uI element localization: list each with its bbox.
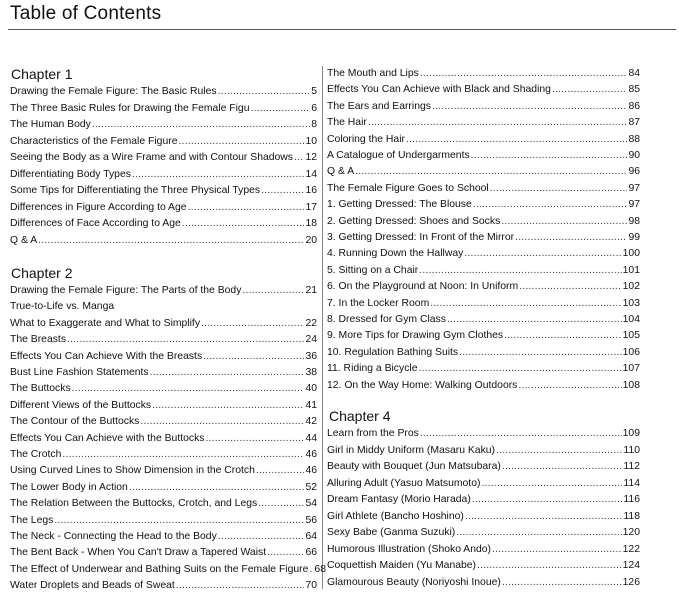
toc-entry-page: 104 (622, 314, 640, 325)
toc-entry (10, 316, 317, 331)
toc-entry-page: 120 (622, 527, 640, 538)
toc-entry (10, 84, 317, 99)
toc-entry (10, 183, 317, 198)
toc-entry-page: 16 (305, 185, 317, 196)
toc-dot-leader (132, 167, 305, 182)
toc-entry-title: Girl Athlete (Bancho Hoshino) (327, 510, 464, 522)
toc-entry (327, 66, 640, 81)
toc-entry-title: Sexy Babe (Ganma Suzuki) (327, 527, 456, 538)
toc-entry-page: 44 (305, 432, 317, 444)
toc-entry (10, 101, 317, 116)
toc-entry-page: 20 (305, 234, 317, 246)
toc-entry-title: What to Exaggerate and What to Simplify (10, 317, 201, 329)
toc-entry-title: Girl in Middy Uniform (Masaru Kaku) (327, 444, 496, 456)
toc-dot-leader (447, 312, 622, 327)
toc-entry-page: 5 (311, 86, 317, 97)
toc-dot-leader (472, 492, 623, 507)
toc-entry-title: Coloring the Hair (327, 133, 405, 145)
toc-entry-title: The Legs (10, 514, 54, 526)
toc-dot-leader (419, 263, 621, 278)
toc-entry-title: 11. Riding a Bicycle (327, 363, 418, 375)
toc-entry-page: 106 (622, 346, 640, 358)
toc-entry-page: 24 (305, 334, 317, 346)
toc-entry-title: 6. On the Playground at Noon: In Uniform (327, 281, 519, 293)
toc-dot-leader (152, 398, 304, 413)
toc-entry-title: 5. Sitting on a Chair (327, 264, 419, 276)
toc-dot-leader (492, 542, 622, 557)
toc-entry (10, 150, 317, 165)
toc-entry-page: 84 (628, 68, 640, 79)
toc-dot-leader (203, 349, 304, 364)
toc-entry (10, 431, 317, 446)
toc-entry (327, 509, 640, 524)
toc-entry (10, 200, 317, 215)
toc-dot-leader (501, 214, 627, 229)
toc-entry (10, 283, 317, 298)
toc-entry-title: 3. Getting Dressed: In Front of the Mirror (327, 232, 515, 243)
toc-entry-page: 116 (623, 494, 640, 505)
toc-entry (327, 312, 640, 327)
toc-dot-leader (518, 378, 621, 393)
toc-entry-page: 96 (628, 166, 640, 178)
toc-entry-title: The Hair (327, 117, 367, 129)
toc-entry-title: Alluring Adult (Yasuo Matsumoto) (327, 477, 481, 489)
toc-dot-leader (355, 164, 627, 179)
toc-entry (327, 361, 640, 376)
toc-entry-page: 68 (314, 563, 326, 575)
toc-entry-page: 97 (628, 182, 640, 194)
toc-dot-leader (150, 365, 305, 380)
toc-entry-title: Dream Fantasy (Morio Harada) (327, 494, 471, 505)
toc-entry-title: Q & A (327, 166, 355, 178)
toc-entry-title: The Crotch (10, 449, 62, 460)
toc-entry-page: 122 (622, 543, 640, 555)
toc-dot-leader (54, 513, 304, 528)
toc-entry-page: 108 (622, 379, 640, 391)
toc-dot-leader (481, 476, 622, 491)
toc-entry-title: Effects You Can Achieve With the Breasts (10, 350, 203, 362)
toc-dot-leader (552, 82, 628, 97)
toc-entry-page: 18 (305, 218, 317, 229)
toc-dot-leader (490, 181, 628, 196)
toc-entry (10, 117, 317, 132)
toc-entry-page: 64 (305, 531, 317, 542)
toc-dot-leader (464, 246, 621, 261)
toc-entry (327, 345, 640, 360)
toc-entry-page: 124 (622, 560, 640, 571)
toc-dot-leader (294, 150, 304, 165)
toc-entry (10, 381, 317, 396)
chapter-2-heading: Chapter 2 (11, 265, 73, 281)
toc-entry-page: 109 (622, 428, 640, 439)
toc-entry (327, 230, 640, 245)
toc-dot-leader (368, 115, 628, 130)
toc-dot-leader (309, 562, 313, 577)
toc-entry-page: 100 (622, 248, 640, 260)
toc-entry-title: Water Droplets and Beads of Sweat (10, 580, 175, 592)
toc-dot-leader (471, 148, 628, 163)
toc-entry (10, 216, 317, 231)
toc-dot-leader (38, 233, 304, 248)
toc-entry-title: The Contour of the Buttocks (10, 416, 140, 428)
toc-entry (327, 378, 640, 393)
toc-entry (327, 443, 640, 458)
toc-entry-title: The Lower Body in Action (10, 481, 128, 493)
toc-entry-page: 22 (305, 317, 317, 329)
toc-entry-title: The Human Body (10, 119, 91, 130)
toc-entry-title: Learn from the Pros (327, 428, 419, 439)
toc-entry-title: 12. On the Way Home: Walking Outdoors (327, 379, 518, 391)
toc-dot-leader (420, 66, 628, 81)
toc-entry-title: Beauty with Bouquet (Jun Matsubara) (327, 461, 501, 472)
toc-entry-page: 42 (305, 416, 317, 428)
toc-entry-title: Q & A (10, 234, 38, 246)
toc-entry-title: Different Views of the Buttocks (10, 399, 152, 411)
toc-entry (10, 398, 317, 413)
toc-entry (10, 529, 317, 544)
toc-dot-leader (67, 332, 304, 347)
toc-dot-leader (178, 134, 304, 149)
chapter-4-heading: Chapter 4 (329, 408, 391, 424)
toc-entry (327, 214, 640, 229)
toc-entry-page: 40 (305, 383, 317, 395)
toc-dot-leader (496, 443, 622, 458)
toc-dot-leader (92, 117, 310, 132)
toc-entry-page: 56 (305, 514, 317, 526)
toc-dot-leader (261, 183, 304, 198)
toc-dot-leader (242, 283, 304, 298)
toc-entry-page: 8 (311, 119, 317, 130)
toc-entry (327, 115, 640, 130)
toc-entry-title: Differences in Figure According to Age (10, 201, 187, 213)
toc-dot-leader (267, 545, 304, 560)
toc-entry-title: 4. Running Down the Hallway (327, 248, 464, 260)
toc-dot-leader (250, 101, 310, 116)
toc-entry (10, 167, 317, 182)
toc-entry (10, 447, 317, 462)
toc-entry (10, 480, 317, 495)
toc-entry-title: Using Curved Lines to Show Dimension in the Crotch (10, 465, 255, 477)
toc-entry-title: The Ears and Earrings (327, 100, 431, 112)
toc-entry-page: 107 (622, 363, 640, 375)
toc-dot-leader (218, 84, 311, 99)
toc-entry-title: Seeing the Body as a Wire Frame and with Contour Shadows (10, 152, 294, 163)
toc-entry-title: Differentiating Body Types (10, 168, 131, 180)
toc-dot-leader (420, 426, 622, 441)
toc-entry (10, 496, 317, 511)
toc-entry-title: Drawing the Female Figure: The Parts of the Body (10, 285, 242, 296)
toc-entry-title: 8. Dressed for Gym Class (327, 314, 446, 325)
toc-dot-leader (432, 99, 627, 114)
toc-entry-page: 88 (628, 133, 640, 145)
toc-entry-title: Glamourous Beauty (Noriyoshi Inoue) (327, 576, 501, 588)
toc-dot-leader (201, 316, 304, 331)
toc-dot-leader (502, 575, 622, 590)
toc-entry (327, 99, 640, 114)
toc-dot-leader (258, 496, 304, 511)
toc-entry-title: The Female Figure Goes to School (327, 182, 489, 194)
toc-entry (10, 562, 326, 577)
toc-entry-title: Effects You Can Achieve with the Buttocks (10, 432, 205, 444)
toc-entry (10, 134, 317, 149)
toc-entry-title: The Mouth and Lips (327, 68, 419, 79)
toc-entry (327, 181, 640, 196)
toc-entry (10, 545, 317, 560)
toc-entry-title: The Bent Back - When You Can't Draw a Tapered Waist (10, 547, 267, 559)
toc-dot-leader (519, 279, 621, 294)
toc-entry-page: 14 (305, 168, 317, 180)
toc-dot-leader (502, 459, 623, 474)
toc-entry-page: 46 (305, 465, 317, 477)
toc-entry-page: 90 (628, 150, 640, 161)
toc-entry-page: 110 (623, 444, 640, 456)
toc-entry-title: 10. Regulation Bathing Suits (327, 346, 459, 358)
toc-entry (327, 296, 640, 311)
toc-dot-leader (129, 480, 305, 495)
toc-entry (327, 148, 640, 163)
toc-entry-title: The Breasts (10, 334, 67, 346)
toc-entry-page: 102 (622, 281, 640, 293)
toc-entry (10, 578, 317, 593)
toc-entry-page: 21 (305, 285, 317, 296)
toc-entry-page: 98 (628, 215, 640, 227)
toc-entry-title: 9. More Tips for Drawing Gym Clothes (327, 330, 504, 342)
toc-entry-title: Differences of Face According to Age (10, 218, 181, 229)
toc-dot-leader (188, 200, 305, 215)
toc-entry-page: 112 (623, 461, 640, 472)
toc-dot-leader (62, 447, 304, 462)
toc-entry (10, 233, 317, 248)
toc-entry-title: Bust Line Fashion Statements (10, 367, 149, 378)
toc-dot-leader (72, 381, 305, 396)
toc-entry-page: 54 (305, 498, 317, 510)
toc-entry-page: 85 (628, 84, 640, 96)
toc-dot-leader (182, 216, 305, 231)
toc-entry-page: 99 (628, 232, 640, 243)
toc-entry (327, 164, 640, 179)
toc-dot-leader (473, 197, 628, 212)
toc-entry-page: 52 (305, 481, 317, 493)
toc-entry-page: 66 (305, 547, 317, 559)
toc-dot-leader (465, 509, 623, 524)
toc-entry-page: 105 (622, 330, 640, 342)
toc-entry (327, 426, 640, 441)
toc-entry-title: The Three Basic Rules for Drawing the Female Figu (10, 102, 250, 114)
toc-dot-leader (205, 431, 304, 446)
toc-entry-title: 7. In the Locker Room (327, 297, 430, 309)
toc-entry-title: Effects You Can Achieve with Black and Shading (327, 84, 551, 96)
toc-entry-page: 103 (622, 297, 640, 309)
page-title: Table of Contents (10, 3, 162, 24)
toc-entry-title: True-to-Life vs. Manga (10, 301, 115, 313)
toc-dot-leader (459, 345, 622, 360)
toc-dot-leader (477, 558, 622, 573)
toc-entry-title: The Effect of Underwear and Bathing Suits on the Female Figure (10, 563, 309, 575)
toc-entry (327, 575, 640, 590)
toc-dot-leader (176, 578, 305, 593)
toc-entry-title: Characteristics of the Female Figure (10, 135, 178, 147)
toc-entry-page: 41 (305, 399, 317, 411)
toc-entry-page: 12 (305, 152, 317, 163)
title-underline (8, 29, 676, 30)
toc-entry-title: The Relation Between the Buttocks, Crotch, and Legs (10, 498, 258, 510)
toc-entry-page: 46 (305, 449, 317, 460)
toc-dot-leader (406, 132, 627, 147)
toc-dot-leader (515, 230, 627, 245)
toc-entry (10, 463, 317, 478)
toc-entry (10, 513, 317, 528)
toc-entry (327, 132, 640, 147)
toc-entry (10, 349, 317, 364)
toc-entry (327, 328, 640, 343)
toc-dot-leader (218, 529, 305, 544)
toc-entry (327, 492, 640, 507)
toc-entry (10, 299, 317, 314)
toc-entry (10, 365, 317, 380)
toc-entry-page: 114 (623, 477, 640, 489)
toc-entry-title: Coquettish Maiden (Yu Manabe) (327, 560, 477, 571)
toc-entry (327, 246, 640, 261)
toc-entry (10, 414, 317, 429)
toc-entry-title: 1. Getting Dressed: The Blouse (327, 199, 472, 211)
toc-entry-page: 6 (311, 102, 317, 114)
toc-entry-page: 118 (623, 510, 640, 522)
toc-dot-leader (140, 414, 304, 429)
toc-entry (327, 279, 640, 294)
toc-entry (327, 476, 640, 491)
toc-entry (10, 332, 317, 347)
toc-dot-leader (430, 296, 621, 311)
toc-entry-page: 36 (305, 350, 317, 362)
toc-entry-page: 97 (628, 199, 640, 211)
toc-entry-page: 101 (622, 264, 640, 276)
toc-entry-title: The Neck - Connecting the Head to the Body (10, 531, 217, 542)
toc-dot-leader (504, 328, 622, 343)
toc-entry-page: 17 (305, 201, 317, 213)
toc-entry (327, 542, 640, 557)
toc-entry (327, 263, 640, 278)
toc-dot-leader (256, 463, 305, 478)
toc-entry-page: 86 (628, 100, 640, 112)
toc-entry-title: A Catalogue of Undergarments (327, 150, 470, 161)
toc-dot-leader (418, 361, 621, 376)
toc-entry (327, 525, 640, 540)
toc-entry (327, 82, 640, 97)
toc-entry-title: 2. Getting Dressed: Shoes and Socks (327, 215, 501, 227)
toc-entry-page: 70 (305, 580, 317, 592)
toc-entry (327, 197, 640, 212)
column-divider (322, 66, 323, 589)
toc-dot-leader (456, 525, 621, 540)
toc-entry (327, 558, 640, 573)
toc-entry-title: Humorous Illustration (Shoko Ando) (327, 543, 492, 555)
toc-entry-title: Some Tips for Differentiating the Three Physical Types (10, 185, 261, 196)
toc-entry-page: 38 (305, 367, 317, 378)
toc-entry-title: Drawing the Female Figure: The Basic Rules (10, 86, 217, 97)
chapter-1-heading: Chapter 1 (11, 66, 73, 82)
toc-entry (327, 459, 640, 474)
toc-entry-title: The Buttocks (10, 383, 71, 395)
toc-entry-page: 87 (628, 117, 640, 129)
toc-entry-page: 126 (622, 576, 640, 588)
toc-entry-page: 10 (305, 135, 317, 147)
